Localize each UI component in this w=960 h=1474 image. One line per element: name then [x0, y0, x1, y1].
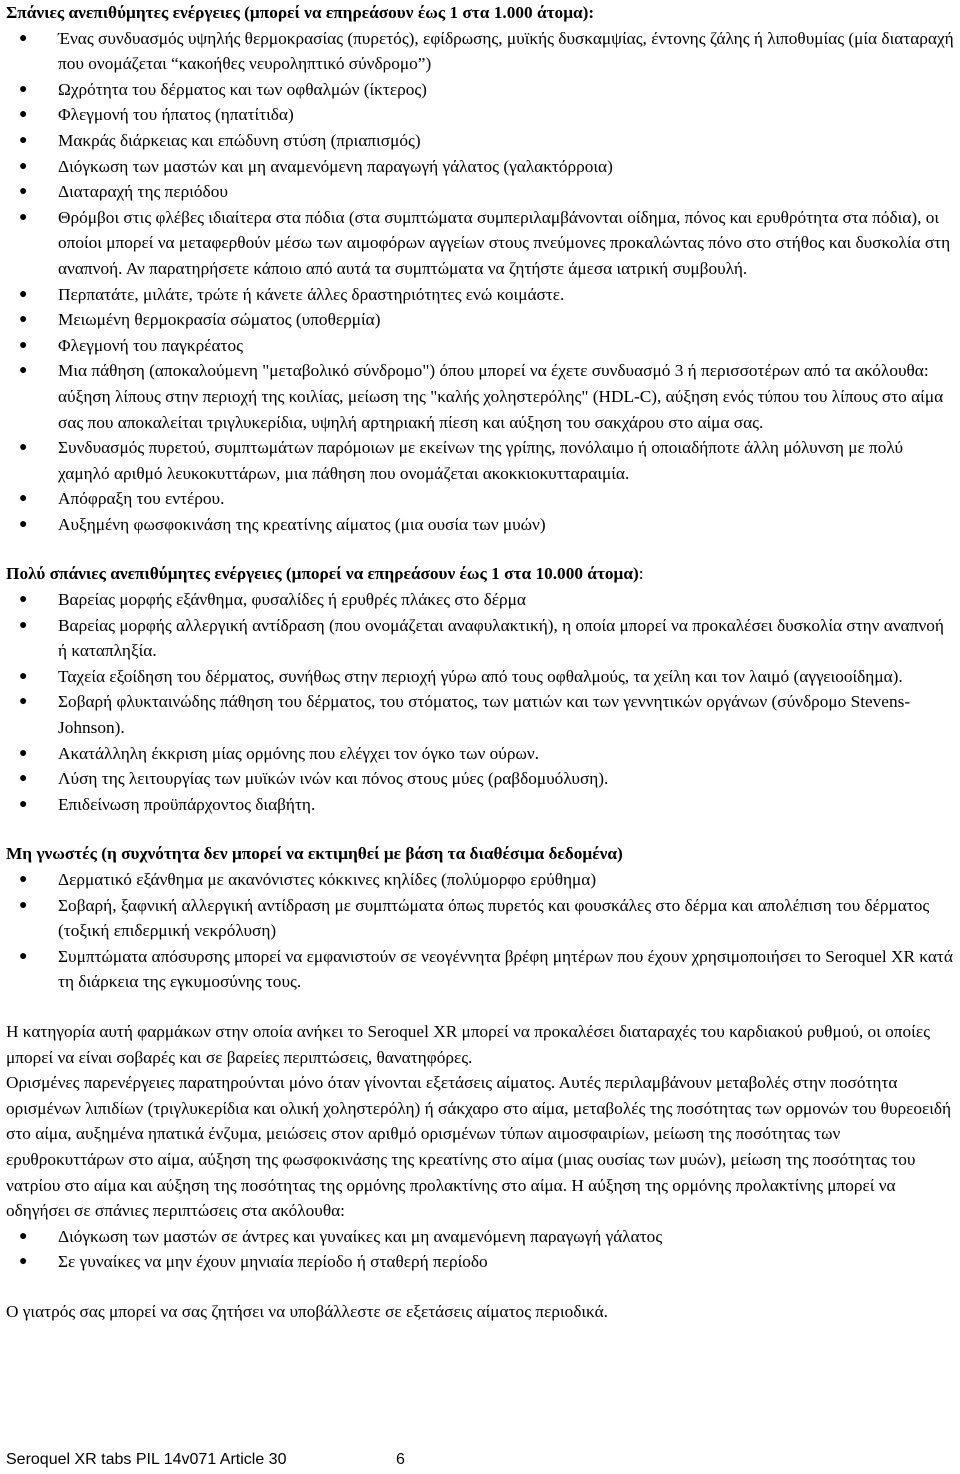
prolactin-effects-list [6, 1224, 954, 1275]
bullet-icon: ● [19, 745, 28, 761]
list-item [6, 867, 954, 893]
heading-text: Σπάνιες ανεπιθύμητες ενέργειες (μπορεί να επηρεάσουν έως 1 στα 1.000 άτομα): [6, 3, 595, 22]
list-item [6, 512, 954, 538]
bullet-icon: ● [19, 516, 28, 532]
list-item-text: Φλεγμονή του ήπατος (ηπατίτιδα) [58, 105, 294, 125]
list-item-text: Απόφραξη του εντέρου. [58, 489, 225, 509]
list-item-text: Συνδυασμός πυρετού, συμπτωμάτων παρόμοιων με εκείνων της γρίπης, πονόλαιμο ή οποιαδήποτε άλλη μόλυνση με πολύ χαμηλό αριθμό λευκοκυττάρων, μια πάθηση που ονομάζεται ακοκκιοκυτταραιμία. [58, 438, 904, 483]
list-item [6, 689, 954, 740]
list-item [6, 741, 954, 767]
very-rare-effects-list [6, 587, 954, 817]
paragraph-periodic-tests: Ο γιατρός σας μπορεί να σας ζητήσει να υποβάλλεστε σε εξετάσεις αίματος περιοδικά. [6, 1301, 608, 1321]
section-heading-very-rare [6, 561, 954, 587]
document-reference: Seroquel XR tabs PIL 14v071 Article 30 [6, 1451, 287, 1468]
heading-text: Μη γνωστές (η συχνότητα δεν μπορεί να εκτιμηθεί με βάση τα διαθέσιμα δεδομένα) [6, 844, 623, 864]
list-item-text: Περπατάτε, μιλάτε, τρώτε ή κάνετε άλλες δραστηριότητες ενώ κοιμάστε. [58, 284, 565, 304]
list-item-text: Ταχεία εξοίδηση του δέρματος, συνήθως στην περιοχή γύρω από τους οφθαλμούς, τα χείλη και τον λαιμό (αγγειοοίδημα). [58, 666, 903, 686]
bullet-icon: ● [19, 592, 28, 608]
list-item-text: Βαρείας μορφής εξάνθημα, φυσαλίδες ή ερυθρές πλάκες στο δέρμα [58, 590, 526, 610]
section-spacer [6, 995, 954, 1019]
list-item [6, 358, 954, 435]
list-item-text: Βαρείας μορφής αλλεργική αντίδραση (που ονομάζεται αναφυλακτική), η οποία μπορεί να προκαλέσει δυσκολία στην αναπνοή ή καταπληξία. [58, 615, 944, 661]
bullet-icon: ● [19, 286, 28, 302]
bullet-icon: ● [19, 363, 28, 379]
bullet-icon: ● [19, 209, 28, 225]
list-item-text: Μακράς διάρκειας και επώδυνη στύση (πριαπισμός) [58, 130, 421, 150]
list-item-text: Λύση της λειτουργίας των μυϊκών ινών και πόνος στους μύες (ραβδομυόλυση). [58, 769, 609, 789]
list-item [6, 766, 954, 792]
list-item-text: Ακατάλληλη έκκριση μίας ορμόνης που ελέγχει τον όγκο των ούρων. [58, 743, 539, 763]
list-item-text: Σοβαρή φλυκταινώδης πάθηση του δέρματος, του στόματος, των ματιών και των γεννητικών οργάνων (σύνδρομο Stevens-Johnson). [58, 692, 911, 738]
list-item-text: Μειωμένη θερμοκρασία σώματος (υποθερμία) [58, 310, 381, 330]
list-item [6, 205, 954, 282]
list-item-text: Επιδείνωση προϋπάρχοντος διαβήτη. [58, 794, 316, 814]
list-item-text: Αυξημένη φωσφοκινάση της κρεατίνης αίματος (μια ουσία των μυών) [58, 514, 546, 534]
list-item [6, 179, 954, 205]
list-item-text: Μια πάθηση (αποκαλούμενη "μεταβολικό σύνδρομο") όπου μπορεί να έχετε συνδυασμό 3 ή περισσοτέρων από τα ακόλουθα: αύξηση λίπους στην περιοχή της κοιλίας, μείωση της "καλής χοληστερόλης" (HDL-C), αύξηση ενός τύπου του λίπους στο αίμα σας που αποκαλείται τριγλυκερίδια, υψηλή αρτηριακή πίεση και αύξηση του σακχάρου στο αίμα σας. [58, 361, 944, 432]
list-item [6, 26, 954, 77]
bullet-icon: ● [19, 948, 28, 964]
list-item [6, 128, 954, 154]
bullet-icon: ● [19, 184, 28, 200]
list-item [6, 307, 954, 333]
list-item [6, 435, 954, 486]
bullet-icon: ● [19, 440, 28, 456]
list-item-text: Θρόμβοι στις φλέβες ιδιαίτερα στα πόδια (στα συμπτώματα συμπεριλαμβάνονται οίδημα, πόνος και ερυθρότητα στα πόδια), οι οποίοι μπορεί να μεταφερθούν μέσω των αιμοφόρων αγγείων στους πνεύμονες προκαλώντας πόνο στο στήθος και δυσκολία στη αναπνοή. Αν παρατηρήσετε κάποιο από αυτά τα συμπτώματα να ζητήστε άμεσα ιατρική συμβουλή. [58, 207, 951, 278]
list-item [6, 613, 954, 664]
bullet-icon: ● [19, 668, 28, 684]
unknown-frequency-effects-list [6, 867, 954, 995]
bullet-icon: ● [19, 1228, 28, 1244]
list-item [6, 486, 954, 512]
list-item-text: Διαταραχή της περιόδου [58, 182, 228, 202]
list-item [6, 944, 954, 995]
bullet-icon: ● [19, 771, 28, 787]
page-number: 6 [396, 1451, 405, 1468]
bullet-icon: ● [19, 617, 28, 633]
list-item-text: Διόγκωση των μαστών και μη αναμενόμενη παραγωγή γάλατος (γαλακτόρροια) [58, 156, 613, 176]
list-item-text: Δερματικό εξάνθημα με ακανόνιστες κόκκινες κηλίδες (πολύμορφο ερύθημα) [58, 870, 597, 889]
bullet-icon: ● [19, 491, 28, 507]
list-item [6, 154, 954, 180]
list-item-text: Φλεγμονή του παγκρέατος [58, 335, 243, 355]
bullet-icon: ● [19, 872, 28, 887]
bullet-icon: ● [19, 694, 28, 710]
list-item [6, 1249, 954, 1275]
section-spacer [6, 1275, 954, 1299]
list-item [6, 102, 954, 128]
bullet-icon: ● [19, 158, 28, 174]
bullet-icon: ● [19, 30, 28, 46]
paragraph-heart-rhythm: Η κατηγορία αυτή φαρμάκων στην οποία ανήκει το Seroquel XR μπορεί να προκαλέσει διαταραχές του καρδιακού ρυθμού, οι οποίες μπορεί να είναι σοβαρές και σε βαρείες περιπτώσεις, θανατηφόρες. [6, 1021, 930, 1067]
bullet-icon: ● [19, 132, 28, 148]
bullet-icon: ● [19, 897, 28, 913]
bullet-icon: ● [19, 1254, 28, 1270]
bullet-icon: ● [19, 337, 28, 353]
section-spacer [6, 537, 954, 561]
bullet-icon: ● [19, 312, 28, 328]
list-item [6, 77, 954, 103]
bullet-icon: ● [19, 81, 28, 97]
rare-effects-list [6, 26, 954, 538]
bullet-icon: ● [19, 796, 28, 812]
list-item-text: Ένας συνδυασμός υψηλής θερμοκρασίας (πυρετός), εφίδρωσης, μυϊκής δυσκαμψίας, έντονης ζάλης ή λιποθυμίας (μία διαταραχή που ονομάζεται “κακοήθες νευροληπτικό σύνδρομο”) [58, 28, 954, 74]
paragraph-blood-tests: Ορισμένες παρενέργειες παρατηρούνται μόνο όταν γίνονται εξετάσεις αίματος. Αυτές περιλαμβάνουν μεταβολές στην ποσότητα ορισμένων λιπιδίων (τριγλυκερίδια και ολική χοληστερόλη) ή σάκχαρο στο αίμα, μεταβολές της ποσότητας των ορμονών του θυρεοειδή στο αίμα, αυξημένα ηπατικά ένζυμα, μειώσεις στον αριθμό ορισμένων τύπων αιμοσφαιρίων, μείωση της ποσότητας των ερυθροκυττάρων στο αίμα, αύξηση της φωσφοκινάσης της κρεατίνης στο αίμα (μιας ουσίας των μυών), μείωση της ποσότητας του νατρίου στο αίμα και αύξηση της ποσότητας της ορμόνης προλακτίνης στο αίμα. Η αύξηση της ορμόνης προλακτίνης μπορεί να οδηγήσει σε σπάνιες περιπτώσεις στα ακόλουθα: [6, 1073, 952, 1221]
list-item-text: Συμπτώματα απόσυρσης μπορεί να εμφανιστούν σε νεογέννητα βρέφη μητέρων που έχουν χρησιμοποιήσει το Seroquel XR κατά τη διάρκεια της εγκυμοσύνης τους. [58, 946, 953, 992]
heading-suffix: : [638, 564, 644, 584]
document-body [6, 0, 954, 1325]
list-item [6, 893, 954, 944]
list-item [6, 587, 954, 613]
list-item-text: Διόγκωση των μαστών σε άντρες και γυναίκες και μη αναμενόμενη παραγωγή γάλατος [58, 1226, 663, 1246]
list-item [6, 792, 954, 818]
list-item [6, 282, 954, 308]
heading-text: Πολύ σπάνιες ανεπιθύμητες ενέργειες (μπορεί να επηρεάσουν έως 1 στα 10.000 άτομα) [6, 564, 639, 584]
list-item [6, 1224, 954, 1250]
list-item [6, 333, 954, 359]
section-heading-unknown-frequency [6, 841, 954, 867]
section-spacer [6, 817, 954, 841]
page-footer [6, 1449, 405, 1471]
list-item-text: Ωχρότητα του δέρματος και των οφθαλμών (ίκτερος) [58, 79, 427, 99]
list-item-text: Σε γυναίκες να μην έχουν μηνιαία περίοδο ή σταθερή περίοδο [58, 1252, 488, 1272]
bullet-icon: ● [19, 107, 28, 123]
list-item [6, 664, 954, 690]
list-item-text: Σοβαρή, ξαφνική αλλεργική αντίδραση με συμπτώματα όπως πυρετός και φουσκάλες στο δέρμα και απολέπιση του δέρματος (τοξική επιδερμική νεκρόλυση) [58, 895, 930, 941]
section-heading-rare [6, 0, 954, 26]
